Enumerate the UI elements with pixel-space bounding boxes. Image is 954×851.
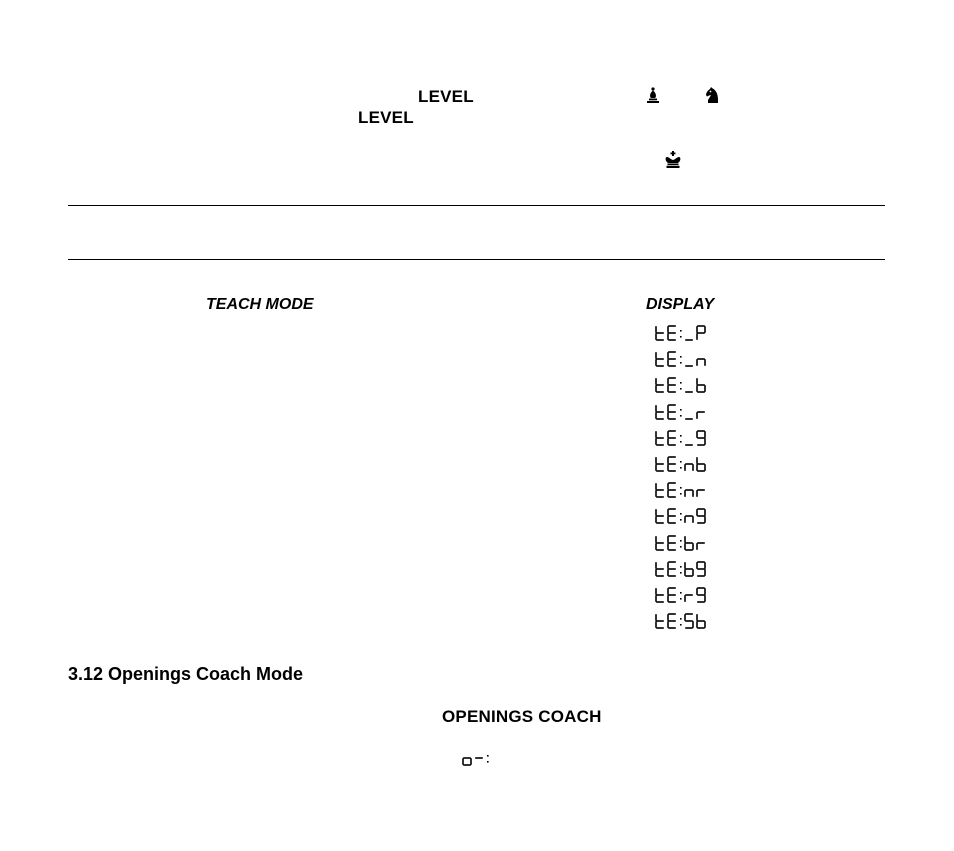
lcd-colon-dot <box>680 546 682 548</box>
king-icon <box>664 151 682 169</box>
knight-icon <box>704 86 721 104</box>
lcd-svg <box>655 456 715 473</box>
display-row <box>655 508 711 524</box>
display-row <box>655 377 711 393</box>
lcd-svg <box>655 613 715 630</box>
lcd-colon-dot <box>680 435 682 437</box>
level-keyword-2: LEVEL <box>358 108 414 127</box>
col-header-display: DISPLAY <box>646 296 715 313</box>
lcd-colon-dot <box>680 441 682 443</box>
lcd-svg <box>655 377 715 394</box>
bishop-icon <box>645 86 661 104</box>
lcd-colon-dot <box>680 493 682 495</box>
display-row <box>655 561 711 577</box>
lcd-colon-dot <box>680 415 682 417</box>
lcd-svg <box>462 750 494 767</box>
lcd-colon-dot <box>680 409 682 411</box>
lcd-colon-dot <box>680 356 682 358</box>
lcd-svg <box>655 430 715 447</box>
display-row <box>655 430 711 446</box>
lcd-colon-dot <box>680 487 682 489</box>
openings-coach-keyword: OPENINGS COACH <box>442 707 602 726</box>
lcd-colon-dot <box>680 388 682 390</box>
lcd-colon-dot <box>680 467 682 469</box>
lcd-colon-dot <box>680 519 682 521</box>
lcd-svg <box>655 404 715 421</box>
lcd-svg <box>655 561 715 578</box>
lcd-colon-dot <box>680 513 682 515</box>
level-keyword-1: LEVEL <box>418 87 474 106</box>
display-row <box>655 613 711 629</box>
lcd-svg <box>655 351 715 368</box>
divider-bottom <box>68 259 885 260</box>
section-title: 3.12 Openings Coach Mode <box>68 664 304 684</box>
lcd-colon-dot <box>680 618 682 620</box>
lcd-colon-dot <box>680 362 682 364</box>
lcd-colon-dot <box>680 624 682 626</box>
display-row <box>655 456 711 472</box>
lcd-colon-dot <box>487 761 489 763</box>
lcd-svg <box>655 325 715 342</box>
lcd-svg <box>655 482 715 499</box>
lcd-colon-dot <box>680 461 682 463</box>
lcd-colon-dot <box>680 566 682 568</box>
lcd-colon-dot <box>680 540 682 542</box>
divider-top <box>68 205 885 206</box>
lcd-svg <box>655 535 715 552</box>
lcd-colon-dot <box>487 755 489 757</box>
display-row <box>655 325 711 341</box>
display-row <box>655 404 711 420</box>
display-row <box>655 535 711 551</box>
lcd-colon-dot <box>680 592 682 594</box>
lcd-colon-dot <box>680 336 682 338</box>
lcd-colon-dot <box>680 598 682 600</box>
lcd-colon-dot <box>680 572 682 574</box>
lcd-colon-dot <box>680 330 682 332</box>
lcd-colon-dot <box>680 382 682 384</box>
lcd-svg <box>655 508 715 525</box>
col-header-teach-mode: TEACH MODE <box>206 296 314 313</box>
display-row <box>655 482 711 498</box>
display-row <box>655 587 711 603</box>
display-row <box>655 351 711 367</box>
lcd-svg <box>655 587 715 604</box>
openings-coach-display <box>462 750 494 768</box>
